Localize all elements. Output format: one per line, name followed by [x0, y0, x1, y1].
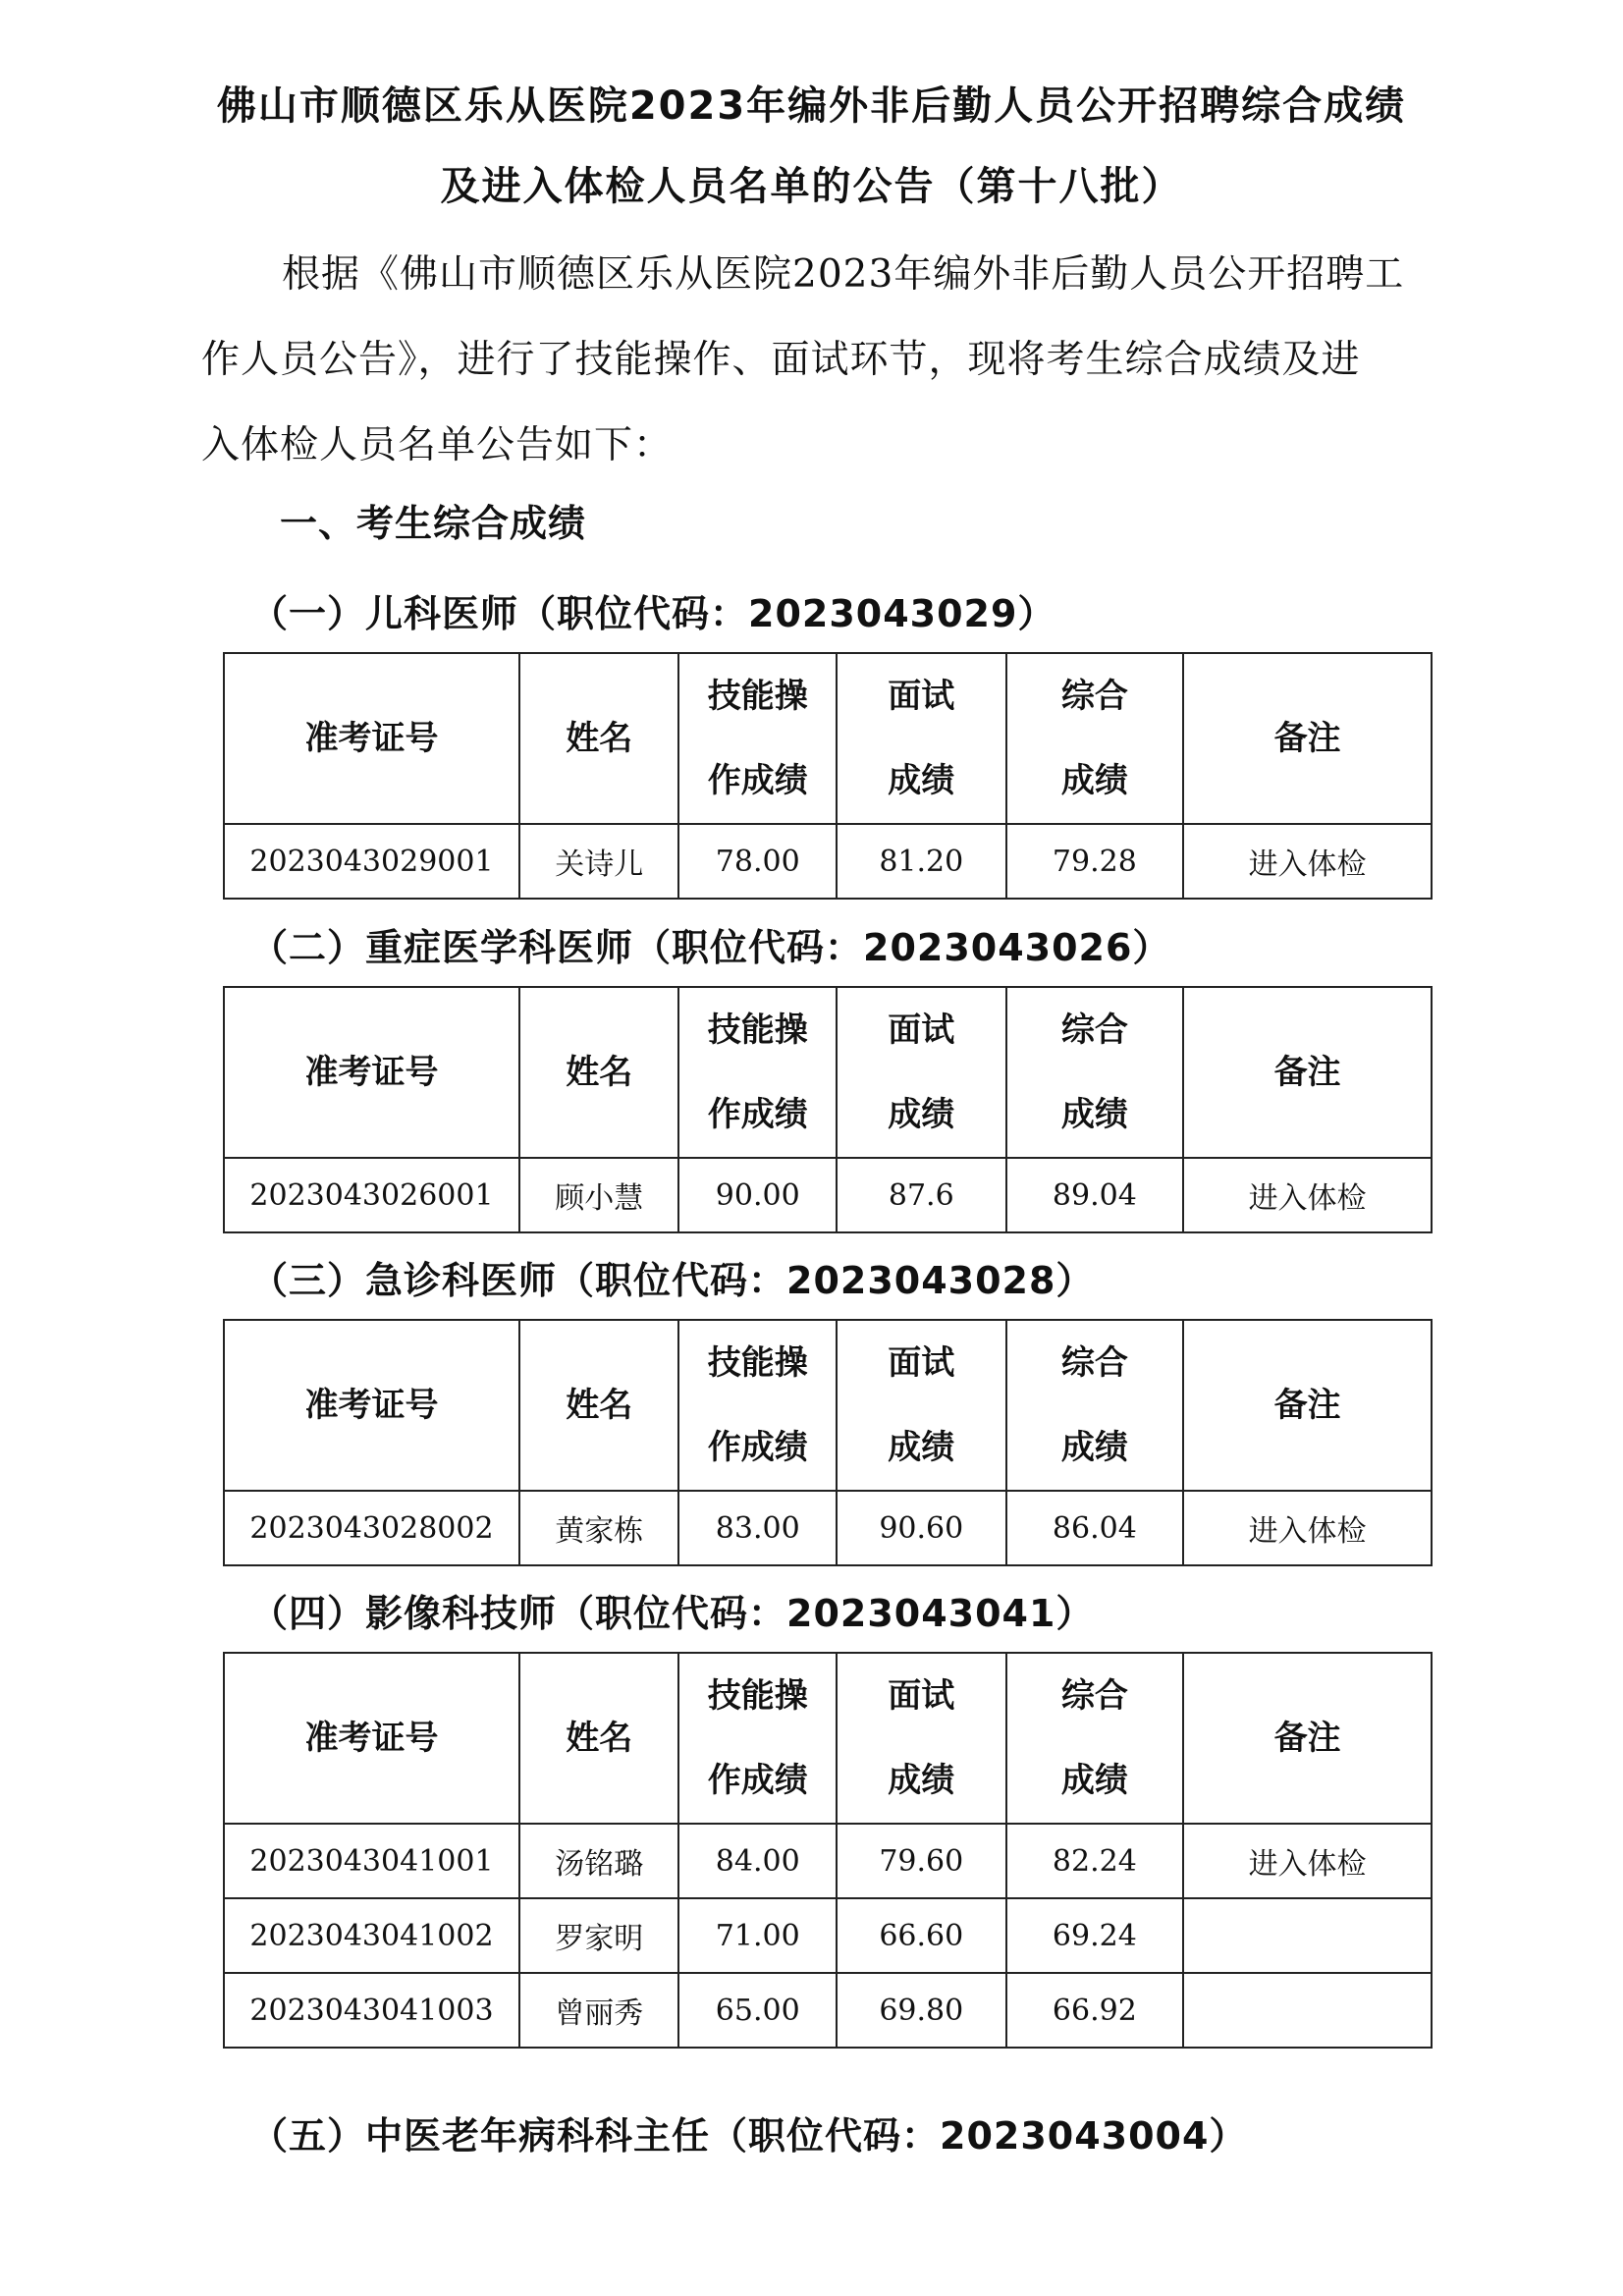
- group-heading: （一）儿科医师（职位代码：2023043029）: [250, 592, 1056, 635]
- header-skill: 技能操 作成绩: [678, 1320, 837, 1491]
- header-name: 姓名: [519, 987, 679, 1158]
- cell-name: 罗家明: [519, 1898, 679, 1973]
- header-remark: 备注: [1183, 1653, 1432, 1824]
- header-name: 姓名: [519, 653, 679, 824]
- cell-skill: 84.00: [678, 1824, 837, 1898]
- header-interview: 面试 成绩: [837, 653, 1006, 824]
- cell-name: 黄家栋: [519, 1491, 679, 1565]
- cell-skill: 78.00: [678, 824, 837, 899]
- cell-interview: 90.60: [837, 1491, 1006, 1565]
- cell-name: 汤铭璐: [519, 1824, 679, 1898]
- cell-total: 79.28: [1006, 824, 1184, 899]
- cell-id: 2023043041002: [224, 1898, 519, 1973]
- cell-interview: 69.80: [837, 1973, 1006, 2048]
- header-skill: 技能操 作成绩: [678, 653, 837, 824]
- cell-id: 2023043029001: [224, 824, 519, 899]
- cell-total: 69.24: [1006, 1898, 1184, 1973]
- section-heading: 一、考生综合成绩: [280, 502, 587, 545]
- cell-interview: 87.6: [837, 1158, 1006, 1232]
- cell-skill: 71.00: [678, 1898, 837, 1973]
- score-table: [223, 986, 1433, 1233]
- header-skill: 技能操 作成绩: [678, 987, 837, 1158]
- header-name: 姓名: [519, 1653, 679, 1824]
- cell-id: 2023043041001: [224, 1824, 519, 1898]
- cell-id: 2023043026001: [224, 1158, 519, 1232]
- table-header-row: [224, 1320, 1432, 1491]
- group-heading: （二）重症医学科医师（职位代码：2023043026）: [250, 926, 1171, 969]
- score-table: [223, 1652, 1433, 2049]
- cell-remark: [1183, 1898, 1432, 1973]
- header-total: 综合 成绩: [1006, 653, 1184, 824]
- header-remark: 备注: [1183, 653, 1432, 824]
- group-heading: （三）急诊科医师（职位代码：2023043028）: [250, 1259, 1095, 1302]
- score-table: [223, 1319, 1433, 1566]
- cell-name: 曾丽秀: [519, 1973, 679, 2048]
- header-interview: 面试 成绩: [837, 1653, 1006, 1824]
- header-skill: 技能操 作成绩: [678, 1653, 837, 1824]
- cell-id: 2023043041003: [224, 1973, 519, 2048]
- table-row: [224, 1973, 1432, 2048]
- header-id: 准考证号: [224, 1320, 519, 1491]
- table-row: [224, 824, 1432, 899]
- cell-name: 顾小慧: [519, 1158, 679, 1232]
- cell-remark: 进入体检: [1183, 1824, 1432, 1898]
- cell-name: 关诗儿: [519, 824, 679, 899]
- header-id: 准考证号: [224, 1653, 519, 1824]
- document-title-line-1: 佛山市顺德区乐从医院2023年编外非后勤人员公开招聘综合成绩: [216, 83, 1407, 129]
- group-heading: （五）中医老年病科科主任（职位代码：2023043004）: [250, 2114, 1248, 2158]
- intro-line: 作人员公告》，进行了技能操作、面试环节，现将考生综合成绩及进: [201, 338, 1361, 382]
- header-interview: 面试 成绩: [837, 1320, 1006, 1491]
- cell-interview: 81.20: [837, 824, 1006, 899]
- cell-interview: 79.60: [837, 1824, 1006, 1898]
- cell-skill: 65.00: [678, 1973, 837, 2048]
- document-title-line-2: 及进入体检人员名单的公告（第十八批）: [440, 164, 1183, 209]
- cell-id: 2023043028002: [224, 1491, 519, 1565]
- table-row: [224, 1824, 1432, 1898]
- cell-total: 86.04: [1006, 1491, 1184, 1565]
- intro-line: 根据《佛山市顺德区乐从医院2023年编外非后勤人员公开招聘工: [282, 252, 1405, 297]
- cell-remark: 进入体检: [1183, 1158, 1432, 1232]
- header-total: 综合 成绩: [1006, 987, 1184, 1158]
- group-heading: （四）影像科技师（职位代码：2023043041）: [250, 1592, 1095, 1635]
- header-total: 综合 成绩: [1006, 1320, 1184, 1491]
- table-row: [224, 1158, 1432, 1232]
- header-id: 准考证号: [224, 653, 519, 824]
- table-header-row: [224, 1653, 1432, 1824]
- header-name: 姓名: [519, 1320, 679, 1491]
- cell-total: 66.92: [1006, 1973, 1184, 2048]
- cell-remark: 进入体检: [1183, 824, 1432, 899]
- cell-total: 82.24: [1006, 1824, 1184, 1898]
- header-interview: 面试 成绩: [837, 987, 1006, 1158]
- cell-total: 89.04: [1006, 1158, 1184, 1232]
- table-header-row: [224, 987, 1432, 1158]
- cell-skill: 90.00: [678, 1158, 837, 1232]
- intro-paragraph: [201, 232, 1458, 488]
- header-remark: 备注: [1183, 1320, 1432, 1491]
- header-id: 准考证号: [224, 987, 519, 1158]
- cell-remark: [1183, 1973, 1432, 2048]
- cell-interview: 66.60: [837, 1898, 1006, 1973]
- table-row: [224, 1491, 1432, 1565]
- table-header-row: [224, 653, 1432, 824]
- cell-skill: 83.00: [678, 1491, 837, 1565]
- cell-remark: 进入体检: [1183, 1491, 1432, 1565]
- table-row: [224, 1898, 1432, 1973]
- header-total: 综合 成绩: [1006, 1653, 1184, 1824]
- header-remark: 备注: [1183, 987, 1432, 1158]
- score-table: [223, 652, 1433, 900]
- intro-line: 入体检人员名单公告如下：: [201, 423, 674, 467]
